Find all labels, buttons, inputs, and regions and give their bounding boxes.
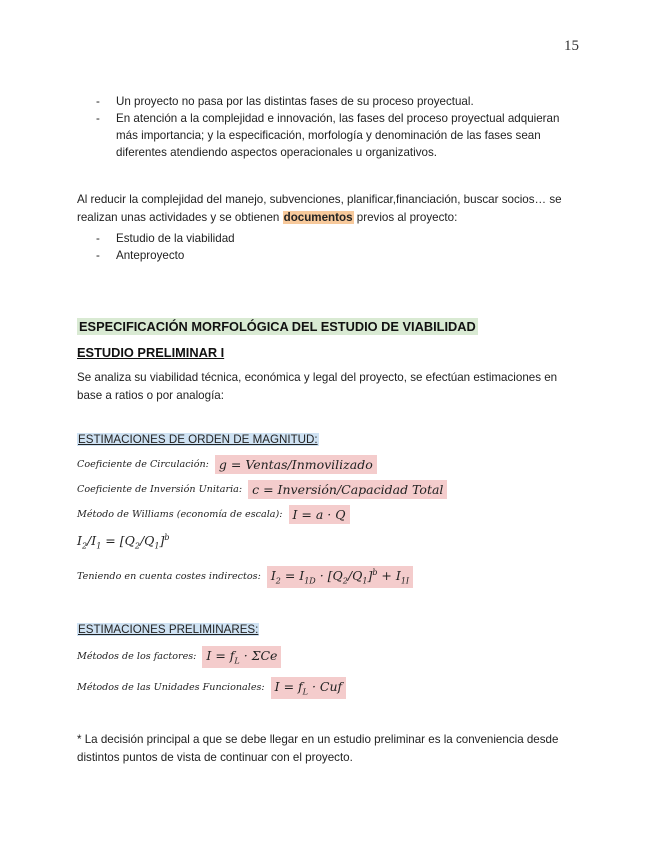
- williams-row: [77, 505, 350, 524]
- circulation-row: [77, 455, 377, 474]
- scale-row: [77, 533, 170, 551]
- circulation-label: Coeficiente de Circulación:: [77, 459, 209, 470]
- functional-units-label: Métodos de las Unidades Funcionales:: [77, 682, 265, 694]
- williams-label: Método de Williams (economía de escala):: [77, 509, 283, 520]
- list-item-text: Un proyecto no pasa por las distintas fases de su proceso proyectual.: [116, 95, 474, 108]
- section-title: ESPECIFICACIÓN MORFOLÓGICA DEL ESTUDIO DE VIABILIDAD: [79, 319, 476, 334]
- investment-row: [77, 480, 447, 499]
- factors-label: Métodos de los factores:: [77, 651, 197, 663]
- list-dash: -: [96, 249, 100, 262]
- list-item: [96, 93, 576, 110]
- indirect-costs-row: [77, 566, 413, 588]
- documentos-highlight: documentos: [283, 210, 353, 224]
- intro-paragraph: [77, 191, 577, 226]
- williams-formula: I = a · Q: [289, 505, 350, 524]
- investment-formula: c = Inversión/Capacidad Total: [248, 480, 447, 499]
- investment-label: Coeficiente de Inversión Unitaria:: [77, 484, 243, 495]
- scale-formula: $I_2/I_1 = [Q_2/Q_1]^b$: [77, 533, 170, 551]
- functional-units-formula: $I = f_L$ · Cuf: [271, 677, 346, 699]
- list-item-text: En atención a la complejidad e innovación, las fases del proceso proyectual adquieran más importancia; y la especificación, morfología y denominación de las fases sean diferentes atendiendo aspectos operacionales u organizativos.: [116, 112, 560, 159]
- documents-bullet-list: [96, 230, 576, 264]
- list-item-text: Estudio de la viabilidad: [116, 232, 235, 245]
- indirect-costs-formula: $I_2 = I_{1D} \cdot [Q_2/Q_1]^b + I_{1I}$: [267, 566, 413, 588]
- circulation-formula: g = Ventas/Inmovilizado: [215, 455, 377, 474]
- indirect-costs-label: Teniendo en cuenta costes indirectos:: [77, 571, 261, 583]
- magnitude-heading: ESTIMACIONES DE ORDEN DE MAGNITUD:: [78, 433, 318, 446]
- factors-row: [77, 646, 281, 668]
- list-dash: -: [96, 95, 100, 108]
- subsection-paragraph: Se analiza su viabilidad técnica, económica y legal del proyecto, se efectúan estimaciones en base a ratios o por analogía:: [77, 371, 558, 402]
- subsection-title: ESTUDIO PRELIMINAR I: [77, 345, 225, 360]
- list-item: [96, 230, 576, 247]
- list-item-text: Anteproyecto: [116, 249, 185, 262]
- top-bullet-list: [96, 93, 576, 161]
- list-dash: -: [96, 112, 100, 125]
- list-item: [96, 110, 576, 161]
- functional-units-row: [77, 677, 346, 699]
- list-item: [96, 247, 576, 264]
- preliminary-heading: ESTIMACIONES PRELIMINARES:: [78, 623, 259, 636]
- page-number: 15: [564, 38, 579, 54]
- intro-text: Al reducir la complejidad del manejo, subvenciones, planificar,financiación, buscar socios… se realizan unas actividades y se obtienen: [77, 193, 562, 224]
- conclusion-note: * La decisión principal a que se debe llegar en un estudio preliminar es la conveniencia desde distintos puntos de vista de continuar con el proyecto.: [77, 733, 559, 764]
- intro-text-end: previos al proyecto:: [353, 210, 458, 224]
- factors-formula: $I = f_L \cdot \Sigma Ce$: [202, 646, 281, 668]
- list-dash: -: [96, 232, 100, 245]
